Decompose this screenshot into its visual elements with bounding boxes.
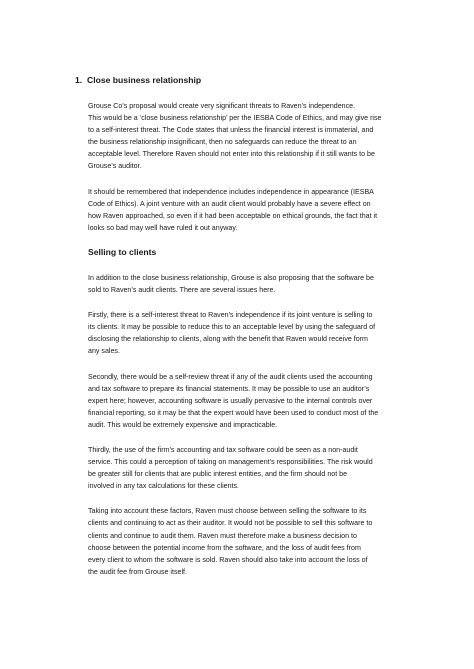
text-line: Code of Ethics). A joint venture with an audit client would probably have a severe effect on	[88, 199, 371, 208]
section-heading-selling-to-clients: Selling to clients	[88, 246, 157, 257]
text-line: its clients. It may be possible to reduce this to an acceptable level by using the safeguard of	[88, 323, 376, 332]
text-line: financial reporting, so it may be that the expert would have been used to conduct most of the	[88, 408, 379, 417]
text-line: Firstly, there is a self-interest threat to Raven’s independence if its joint venture is selling to	[88, 311, 373, 320]
paragraph-appearance	[88, 186, 406, 234]
text-line: expert here; however, accounting software is usually pervasive to the internal controls over	[88, 396, 373, 405]
text-line: clients and continue to audit them. Raven must therefore make a business decision to	[88, 531, 357, 540]
paragraph-conclusion	[88, 505, 406, 578]
paragraph-self-interest	[88, 309, 406, 357]
text-line: and tax software to prepare its financial statements. It may be possible to use an auditor’s	[88, 384, 370, 393]
paragraph-non-audit-service	[88, 444, 406, 492]
text-line: every client to whom the software is sold. Raven should also take into account the loss of	[88, 555, 368, 564]
section-number: 1.	[75, 75, 83, 85]
text-line: Secondly, there would be a self-review threat if any of the audit clients used the accounting	[88, 372, 373, 381]
text-line: the business relationship insignificant, then no safeguards can reduce the threat to an	[88, 138, 357, 147]
text-line: looks so bad may well have ruled it out anyway.	[88, 223, 238, 232]
paragraph-self-review	[88, 371, 406, 431]
text-line: disclosing the relationship to clients, along with the benefit that Raven would receive form	[88, 335, 368, 344]
text-line: choose between the potential income from the software, and the loss of audit fees from	[88, 543, 361, 552]
text-line: service. This could a perception of taking on management’s responsibilities. The risk would	[88, 458, 373, 467]
text-line: any sales.	[88, 347, 120, 356]
text-line: acceptable level. Therefore Raven should not enter into this relationship if it still wants to be	[88, 150, 375, 159]
text-line: involved in any tax calculations for these clients.	[88, 482, 240, 491]
text-line: Grouse’s auditor.	[88, 162, 142, 171]
text-line: the audit fee from Grouse itself.	[88, 567, 187, 576]
text-line: In addition to the close business relationship, Grouse is also proposing that the software be	[88, 273, 374, 282]
paragraph-selling-intro	[88, 272, 406, 296]
text-line: how Raven approached, so even if it had been acceptable on ethical grounds, the fact that it	[88, 211, 378, 220]
text-line: be greater still for clients that are public interest entities, and the firm should not be	[88, 470, 348, 479]
section-title: Close business relationship	[87, 75, 202, 85]
text-line: clients and continuing to act as their auditor. It would not be possible to sell this software to	[88, 519, 373, 528]
document-body	[75, 75, 406, 578]
text-line: sold to Raven’s audit clients. There are several issues here.	[88, 286, 276, 295]
text-line: Taking into account these factors, Raven must choose between selling the software to its	[88, 507, 367, 516]
text-line: Thirdly, the use of the firm’s accounting and tax software could be seen as a non-audit	[88, 445, 358, 454]
text-line: It should be remembered that independence includes independence in appearance (IESBA	[88, 187, 374, 196]
text-line: Grouse Co’s proposal would create very significant threats to Raven’s independence.	[88, 102, 356, 110]
section-heading-close-business-relationship	[75, 75, 406, 86]
text-line: This would be a ‘close business relationship’ per the IESBA Code of Ethics, and may give rise	[88, 114, 382, 123]
paragraph-independence-threat	[88, 100, 406, 173]
text-line: audit. This would be extremely expensive and impracticable.	[88, 420, 278, 429]
text-line: to a self-interest threat. The Code states that unless the financial interest is immaterial, and	[88, 126, 374, 135]
